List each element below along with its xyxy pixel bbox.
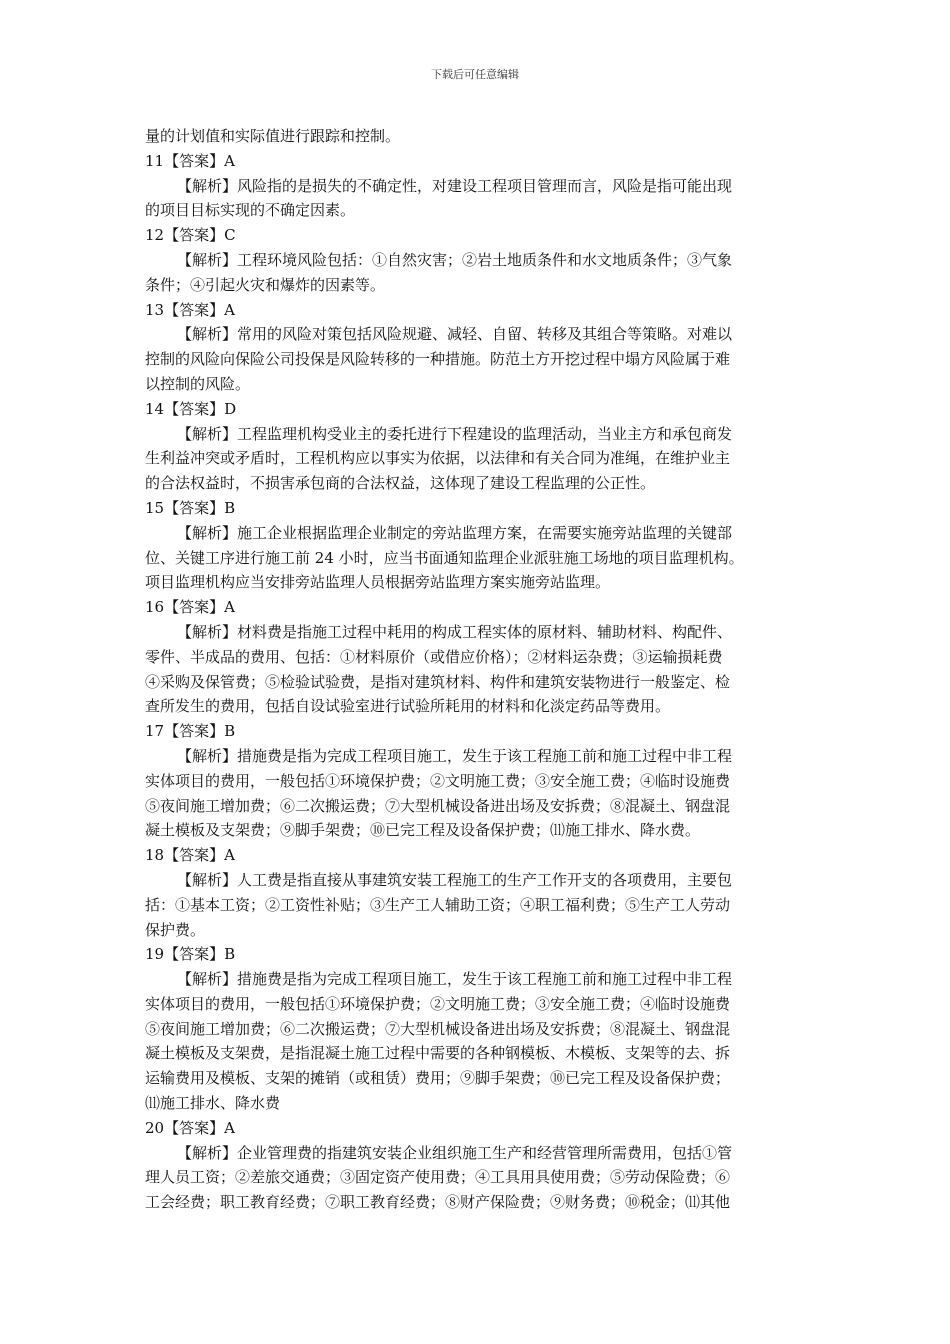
text-line: 量的计划值和实际值进行跟踪和控制。 xyxy=(145,127,401,145)
text-line: 【解析】工程监理机构受业主的委托进行下程建设的监理活动，当业主方和承包商发 xyxy=(177,424,733,443)
text-line: 【解析】措施费是指为完成工程项目施工，发生于该工程施工前和施工过程中非工程 xyxy=(177,746,733,765)
text-line: 11【答案】A xyxy=(145,151,235,170)
text-line: 12【答案】C xyxy=(145,226,236,245)
text-line: ⑤夜间施工增加费；⑥二次搬运费；⑦大型机械设备进出场及安拆费；⑧混凝土、钢盘混 xyxy=(145,1019,731,1038)
text-line: 【解析】工程环境风险包括：①自然灾害；②岩土地质条件和水文地质条件；③气象 xyxy=(177,250,733,269)
text-line: 凝土模板及支架费，是指混凝土施工过程中需要的各种钢模板、木模板、支架等的去、拆 xyxy=(145,1044,731,1063)
text-line: 【解析】施工企业根据监理企业制定的旁站监理方案，在需要实施旁站监理的关键部 xyxy=(177,523,733,542)
text-line: 条件；④引起火灾和爆炸的因素等。 xyxy=(145,275,386,294)
text-line: 凝土模板及支架费；⑨脚手架费；⑩已完工程及设备保护费；⑾施工排水、降水费。 xyxy=(145,821,701,840)
text-line: 实体项目的费用，一般包括①环境保护费；②文明施工费；③安全施工费；④临时设施费 xyxy=(145,994,731,1013)
text-line: 【解析】企业管理费的指建筑安装企业组织施工生产和经营管理所需费用，包括①管 xyxy=(177,1143,733,1162)
text-line: 【解析】风险指的是损失的不确定性，对建设工程项目管理而言，风险是指可能出现 xyxy=(177,176,733,195)
text-line: 16【答案】A xyxy=(145,598,235,617)
text-line: 括：①基本工资；②工资性补贴；③生产工人辅助工资；④职工福利费；⑤生产工人劳动 xyxy=(145,895,731,914)
text-line: 查所发生的费用，包括自设试验室进行试验所耗用的材料和化淡定药品等费用。 xyxy=(145,697,671,716)
text-line: 【解析】常用的风险对策包括风险规避、减轻、自留、转移及其组合等策略。对难以 xyxy=(177,325,733,344)
text-line: 项目监理机构应当安排旁站监理人员根据旁站监理方案实施旁站监理。 xyxy=(145,573,611,592)
text-line: 以控制的风险。 xyxy=(145,374,251,393)
document-body xyxy=(145,124,807,1215)
text-line: ④采购及保管费；⑤检验试验费，是指对建筑材料、构件和建筑安装物进行一般鉴定、检 xyxy=(145,672,731,691)
page-header: 下载后可任意编辑 xyxy=(431,68,519,81)
text-line: 实体项目的费用，一般包括①环境保护费；②文明施工费；③安全施工费；④临时设施费 xyxy=(145,771,731,790)
text-line: 18【答案】A xyxy=(145,846,235,865)
text-line: 理人员工资；②差旅交通费；③固定资产使用费；④工具用具使用费；⑤劳动保险费；⑥ xyxy=(145,1168,731,1187)
text-line: 15【答案】B xyxy=(145,498,236,517)
text-line: 14【答案】D xyxy=(145,399,237,418)
text-line: 位、关键工序进行施工前 24 小时，应当书面通知监理企业派驻施工场地的项目监理机构。 xyxy=(145,548,744,567)
text-line: 控制的风险向保险公司投保是风险转移的一种措施。防范土方开挖过程中塌方风险属于难 xyxy=(145,350,731,369)
text-line: ⑤夜间施工增加费；⑥二次搬运费；⑦大型机械设备进出场及安拆费；⑧混凝土、钢盘混 xyxy=(145,796,731,815)
text-line: 零件、半成品的费用、包括：①材料原价（或借应价格）；②材料运杂费；③运输损耗费 xyxy=(145,647,723,666)
text-line: 【解析】措施费是指为完成工程项目施工，发生于该工程施工前和施工过程中非工程 xyxy=(177,970,733,989)
text-line: 的合法权益时，不损害承包商的合法权益，这体现了建设工程监理的公正性。 xyxy=(145,474,656,493)
text-line: 工会经费；职工教育经费；⑦职工教育经费；⑧财产保险费；⑨财务费；⑩税金；⑾其他 xyxy=(145,1193,731,1212)
text-line: 运输费用及模板、支架的摊销（或租赁）费用；⑨脚手架费；⑩已完工程及设备保护费； xyxy=(145,1069,731,1088)
text-line: 20【答案】A xyxy=(145,1118,235,1137)
text-line: 生利益冲突或矛盾时，工程机构应以事实为依据，以法律和有关合同为准绳，在维护业主 xyxy=(145,449,731,468)
text-line: 【解析】材料费是指施工过程中耗用的构成工程实体的原材料、辅助材料、构配件、 xyxy=(177,622,733,641)
text-line: 13【答案】A xyxy=(145,300,235,319)
text-line: 19【答案】B xyxy=(145,945,236,964)
text-line: 17【答案】B xyxy=(145,722,236,741)
text-line: 的项目目标实现的不确定因素。 xyxy=(145,201,356,220)
text-line: 【解析】人工费是指直接从事建筑安装工程施工的生产工作开支的各项费用，主要包 xyxy=(177,870,733,889)
text-line: 保护费。 xyxy=(145,920,206,939)
text-line: ⑾施工排水、降水费 xyxy=(145,1094,281,1113)
